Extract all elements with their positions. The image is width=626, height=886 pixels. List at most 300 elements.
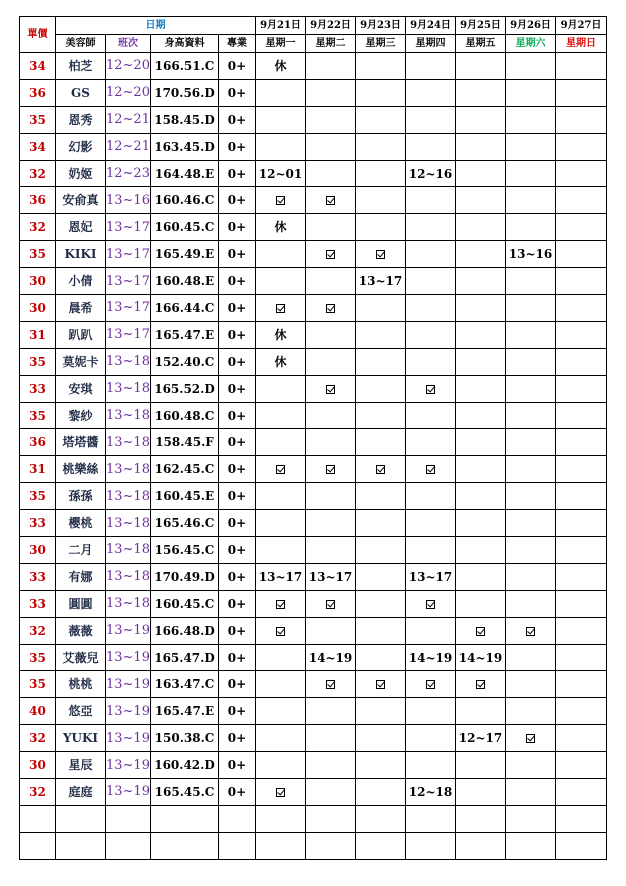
checkbox-checked-icon xyxy=(376,465,385,474)
day-cell xyxy=(556,268,607,295)
checkbox-checked-icon xyxy=(426,680,435,689)
shift-cell: 13~19 xyxy=(106,644,151,671)
day-cell: 13~17 xyxy=(256,563,306,590)
day-cell: 休 xyxy=(256,53,306,80)
day-cell xyxy=(356,402,406,429)
pro-cell: 0+ xyxy=(219,402,256,429)
day-cell xyxy=(556,537,607,564)
day-cell: 休 xyxy=(256,321,306,348)
day-cell xyxy=(406,348,456,375)
day-cell xyxy=(356,187,406,214)
body-data-cell: 160.45.C xyxy=(151,214,219,241)
day-cell xyxy=(556,321,607,348)
body-data-cell: 165.45.C xyxy=(151,779,219,806)
day-cell xyxy=(506,106,556,133)
day-cell xyxy=(406,698,456,725)
day-cell xyxy=(406,295,456,322)
day-cell xyxy=(356,106,406,133)
price-cell: 36 xyxy=(20,187,56,214)
day-cell xyxy=(256,133,306,160)
day-cell xyxy=(456,483,506,510)
shift-cell: 13~18 xyxy=(106,483,151,510)
date-header: 9月26日 xyxy=(506,17,556,35)
shift-cell: 13~19 xyxy=(106,698,151,725)
day-cell xyxy=(306,133,356,160)
day-cell xyxy=(456,133,506,160)
day-cell xyxy=(256,537,306,564)
day-cell xyxy=(406,456,456,483)
empty-cell xyxy=(356,832,406,859)
date-header: 9月24日 xyxy=(406,17,456,35)
day-cell xyxy=(356,537,406,564)
day-cell xyxy=(406,617,456,644)
pro-cell: 0+ xyxy=(219,483,256,510)
checkbox-checked-icon xyxy=(276,627,285,636)
day-cell xyxy=(506,456,556,483)
day-cell xyxy=(306,510,356,537)
price-cell: 35 xyxy=(20,106,56,133)
body-data-cell: 166.51.C xyxy=(151,53,219,80)
table-row xyxy=(20,483,607,510)
day-cell xyxy=(556,79,607,106)
day-cell xyxy=(306,375,356,402)
empty-cell xyxy=(56,832,106,859)
day-cell xyxy=(506,375,556,402)
pro-cell: 0+ xyxy=(219,779,256,806)
day-cell xyxy=(406,537,456,564)
header-row-dates xyxy=(20,17,607,35)
day-cell xyxy=(356,617,406,644)
day-cell xyxy=(456,456,506,483)
pro-cell: 0+ xyxy=(219,590,256,617)
day-cell xyxy=(406,79,456,106)
stylist-name-cell: 恩秀 xyxy=(56,106,106,133)
shift-cell: 13~18 xyxy=(106,456,151,483)
body-data-cell: 164.48.E xyxy=(151,160,219,187)
body-data-cell: 165.52.D xyxy=(151,375,219,402)
checkbox-checked-icon xyxy=(426,385,435,394)
day-cell xyxy=(506,348,556,375)
day-cell xyxy=(456,214,506,241)
shift-cell: 12~21 xyxy=(106,133,151,160)
date-label-header: 日期 xyxy=(56,17,256,35)
stylist-name-cell: 薇薇 xyxy=(56,617,106,644)
shift-cell: 13~17 xyxy=(106,321,151,348)
day-cell: 休 xyxy=(256,348,306,375)
day-cell xyxy=(256,779,306,806)
day-cell xyxy=(356,79,406,106)
weekday-header: 星期三 xyxy=(356,35,406,53)
day-cell xyxy=(456,510,506,537)
pro-cell: 0+ xyxy=(219,375,256,402)
day-cell xyxy=(256,617,306,644)
checkbox-checked-icon xyxy=(326,680,335,689)
table-row xyxy=(20,133,607,160)
price-cell: 36 xyxy=(20,79,56,106)
price-cell: 40 xyxy=(20,698,56,725)
day-cell xyxy=(456,698,506,725)
day-cell xyxy=(306,53,356,80)
day-cell xyxy=(406,483,456,510)
stylist-name-cell: 柏芝 xyxy=(56,53,106,80)
day-cell xyxy=(306,321,356,348)
checkbox-checked-icon xyxy=(326,250,335,259)
day-cell xyxy=(306,268,356,295)
checkbox-checked-icon xyxy=(276,465,285,474)
pro-header: 專業 xyxy=(219,35,256,53)
stylist-name-cell: 孫孫 xyxy=(56,483,106,510)
day-cell xyxy=(256,752,306,779)
day-cell xyxy=(256,375,306,402)
day-cell xyxy=(506,160,556,187)
pro-cell: 0+ xyxy=(219,295,256,322)
day-cell: 12~01 xyxy=(256,160,306,187)
day-cell xyxy=(506,133,556,160)
table-row xyxy=(20,752,607,779)
body-data-cell: 170.56.D xyxy=(151,79,219,106)
price-cell: 36 xyxy=(20,429,56,456)
day-cell xyxy=(306,483,356,510)
price-cell: 30 xyxy=(20,752,56,779)
empty-cell xyxy=(56,805,106,832)
table-row xyxy=(20,563,607,590)
checkbox-checked-icon xyxy=(426,600,435,609)
empty-cell xyxy=(151,805,219,832)
day-cell xyxy=(556,53,607,80)
stylist-name-cell: 安俞真 xyxy=(56,187,106,214)
day-cell xyxy=(556,160,607,187)
day-cell xyxy=(556,402,607,429)
day-cell xyxy=(406,106,456,133)
day-cell: 12~17 xyxy=(456,725,506,752)
day-cell xyxy=(506,698,556,725)
day-cell xyxy=(356,160,406,187)
stylist-name-cell: 圓圓 xyxy=(56,590,106,617)
day-cell xyxy=(256,295,306,322)
day-cell xyxy=(406,590,456,617)
pro-cell: 0+ xyxy=(219,671,256,698)
stylist-name-cell: YUKI xyxy=(56,725,106,752)
stylist-name-cell: 趴趴 xyxy=(56,321,106,348)
stylist-name-cell: 櫻桃 xyxy=(56,510,106,537)
shift-cell: 13~18 xyxy=(106,348,151,375)
checkbox-checked-icon xyxy=(376,680,385,689)
checkbox-checked-icon xyxy=(526,627,535,636)
shift-cell: 13~18 xyxy=(106,429,151,456)
day-cell xyxy=(456,241,506,268)
table-row xyxy=(20,375,607,402)
day-cell xyxy=(456,295,506,322)
day-cell xyxy=(456,429,506,456)
day-cell xyxy=(456,617,506,644)
empty-cell xyxy=(456,832,506,859)
table-row xyxy=(20,268,607,295)
day-cell xyxy=(506,563,556,590)
shift-cell: 13~18 xyxy=(106,402,151,429)
shift-cell: 13~19 xyxy=(106,617,151,644)
shift-cell: 13~18 xyxy=(106,510,151,537)
day-cell: 休 xyxy=(256,214,306,241)
table-row xyxy=(20,644,607,671)
day-cell xyxy=(356,698,406,725)
checkbox-checked-icon xyxy=(326,385,335,394)
day-cell xyxy=(256,590,306,617)
checkbox-checked-icon xyxy=(276,788,285,797)
checkbox-checked-icon xyxy=(376,250,385,259)
day-cell xyxy=(406,375,456,402)
body-data-cell: 166.48.D xyxy=(151,617,219,644)
day-cell xyxy=(506,671,556,698)
empty-cell xyxy=(20,832,56,859)
stylist-name-cell: 晨希 xyxy=(56,295,106,322)
day-cell xyxy=(356,348,406,375)
table-row xyxy=(20,321,607,348)
day-cell xyxy=(306,160,356,187)
shift-cell: 13~19 xyxy=(106,752,151,779)
day-cell xyxy=(356,483,406,510)
price-cell: 35 xyxy=(20,402,56,429)
checkbox-checked-icon xyxy=(326,304,335,313)
table-row xyxy=(20,53,607,80)
weekday-header: 星期一 xyxy=(256,35,306,53)
body-data-cell: 158.45.F xyxy=(151,429,219,456)
day-cell: 13~17 xyxy=(306,563,356,590)
empty-cell xyxy=(406,832,456,859)
body-data-cell: 165.49.E xyxy=(151,241,219,268)
day-cell xyxy=(456,53,506,80)
day-cell xyxy=(556,671,607,698)
day-cell xyxy=(506,214,556,241)
weekday-header-saturday: 星期六 xyxy=(506,35,556,53)
day-cell xyxy=(556,644,607,671)
day-cell xyxy=(556,590,607,617)
shift-cell: 13~17 xyxy=(106,295,151,322)
day-cell xyxy=(306,106,356,133)
day-cell xyxy=(406,133,456,160)
price-cell: 32 xyxy=(20,725,56,752)
stylist-name-cell: 奶姬 xyxy=(56,160,106,187)
price-cell: 35 xyxy=(20,483,56,510)
pro-cell: 0+ xyxy=(219,214,256,241)
body-data-cell: 160.42.D xyxy=(151,752,219,779)
day-cell xyxy=(356,456,406,483)
shift-cell: 13~19 xyxy=(106,779,151,806)
day-cell xyxy=(506,537,556,564)
stylist-name-cell: 安琪 xyxy=(56,375,106,402)
checkbox-checked-icon xyxy=(476,680,485,689)
day-cell xyxy=(406,752,456,779)
shift-cell: 13~18 xyxy=(106,590,151,617)
day-cell xyxy=(256,698,306,725)
day-cell xyxy=(456,348,506,375)
body-data-cell: 163.47.C xyxy=(151,671,219,698)
shift-cell: 13~18 xyxy=(106,375,151,402)
price-cell: 30 xyxy=(20,295,56,322)
day-cell xyxy=(306,725,356,752)
price-cell: 31 xyxy=(20,321,56,348)
day-cell xyxy=(456,563,506,590)
pro-cell: 0+ xyxy=(219,537,256,564)
body-data-cell: 162.45.C xyxy=(151,456,219,483)
schedule-table xyxy=(19,16,607,860)
blank-row xyxy=(20,805,607,832)
day-cell xyxy=(406,268,456,295)
day-cell xyxy=(406,241,456,268)
day-cell xyxy=(356,53,406,80)
day-cell xyxy=(406,187,456,214)
price-cell: 34 xyxy=(20,133,56,160)
day-cell xyxy=(306,348,356,375)
day-cell xyxy=(456,590,506,617)
weekday-header: 星期二 xyxy=(306,35,356,53)
day-cell xyxy=(556,375,607,402)
checkbox-checked-icon xyxy=(426,465,435,474)
day-cell xyxy=(556,510,607,537)
day-cell xyxy=(256,725,306,752)
price-cell: 32 xyxy=(20,214,56,241)
empty-cell xyxy=(151,832,219,859)
table-row xyxy=(20,402,607,429)
pro-cell: 0+ xyxy=(219,160,256,187)
stylist-name-cell: 黎紗 xyxy=(56,402,106,429)
day-cell xyxy=(506,752,556,779)
day-cell xyxy=(356,241,406,268)
day-cell xyxy=(306,590,356,617)
body-data-header: 身高資料 xyxy=(151,35,219,53)
checkbox-checked-icon xyxy=(476,627,485,636)
stylist-name-cell: 桃桃 xyxy=(56,671,106,698)
blank-row xyxy=(20,832,607,859)
body-data-cell: 158.45.D xyxy=(151,106,219,133)
day-cell xyxy=(456,106,506,133)
table-row xyxy=(20,617,607,644)
price-cell: 32 xyxy=(20,160,56,187)
day-cell xyxy=(256,268,306,295)
price-cell: 35 xyxy=(20,671,56,698)
day-cell xyxy=(356,644,406,671)
day-cell: 13~17 xyxy=(356,268,406,295)
table-row xyxy=(20,510,607,537)
day-cell xyxy=(506,429,556,456)
day-cell xyxy=(356,375,406,402)
body-data-cell: 150.38.C xyxy=(151,725,219,752)
stylist-name-cell: GS xyxy=(56,79,106,106)
date-header: 9月21日 xyxy=(256,17,306,35)
pro-cell: 0+ xyxy=(219,563,256,590)
day-cell xyxy=(456,268,506,295)
body-data-cell: 165.47.E xyxy=(151,321,219,348)
day-cell xyxy=(356,779,406,806)
empty-cell xyxy=(456,805,506,832)
table-row xyxy=(20,725,607,752)
day-cell xyxy=(556,133,607,160)
day-cell xyxy=(506,402,556,429)
date-header: 9月23日 xyxy=(356,17,406,35)
day-cell xyxy=(306,295,356,322)
day-cell xyxy=(556,483,607,510)
checkbox-checked-icon xyxy=(276,196,285,205)
pro-cell: 0+ xyxy=(219,510,256,537)
empty-cell xyxy=(556,832,607,859)
day-cell xyxy=(456,671,506,698)
day-cell xyxy=(256,483,306,510)
pro-cell: 0+ xyxy=(219,725,256,752)
checkbox-checked-icon xyxy=(326,465,335,474)
shift-cell: 13~17 xyxy=(106,214,151,241)
shift-cell: 12~23 xyxy=(106,160,151,187)
checkbox-checked-icon xyxy=(326,600,335,609)
pro-cell: 0+ xyxy=(219,698,256,725)
day-cell xyxy=(356,510,406,537)
day-cell xyxy=(556,429,607,456)
day-cell xyxy=(356,295,406,322)
pro-cell: 0+ xyxy=(219,752,256,779)
stylist-name-cell: 莫妮卡 xyxy=(56,348,106,375)
weekday-header: 星期五 xyxy=(456,35,506,53)
day-cell xyxy=(506,617,556,644)
day-cell xyxy=(306,698,356,725)
day-cell xyxy=(356,321,406,348)
day-cell xyxy=(556,456,607,483)
shift-cell: 13~19 xyxy=(106,725,151,752)
checkbox-checked-icon xyxy=(276,600,285,609)
empty-cell xyxy=(506,832,556,859)
shift-cell: 12~21 xyxy=(106,106,151,133)
day-cell xyxy=(306,537,356,564)
day-cell xyxy=(256,429,306,456)
stylist-name-cell: KIKI xyxy=(56,241,106,268)
pro-cell: 0+ xyxy=(219,456,256,483)
shift-cell: 12~20 xyxy=(106,53,151,80)
pro-cell: 0+ xyxy=(219,53,256,80)
shift-cell: 12~20 xyxy=(106,79,151,106)
day-cell xyxy=(306,79,356,106)
day-cell xyxy=(506,725,556,752)
pro-cell: 0+ xyxy=(219,268,256,295)
day-cell xyxy=(256,644,306,671)
table-row xyxy=(20,348,607,375)
day-cell xyxy=(356,671,406,698)
day-cell xyxy=(506,510,556,537)
price-cell: 32 xyxy=(20,779,56,806)
price-cell: 34 xyxy=(20,53,56,80)
price-cell: 33 xyxy=(20,510,56,537)
day-cell xyxy=(506,295,556,322)
table-row xyxy=(20,187,607,214)
body-data-cell: 160.48.E xyxy=(151,268,219,295)
day-cell xyxy=(456,160,506,187)
shift-cell: 13~18 xyxy=(106,563,151,590)
day-cell xyxy=(456,187,506,214)
day-cell xyxy=(256,241,306,268)
empty-cell xyxy=(219,832,256,859)
day-cell xyxy=(556,214,607,241)
day-cell xyxy=(506,483,556,510)
body-data-cell: 166.44.C xyxy=(151,295,219,322)
day-cell xyxy=(256,79,306,106)
day-cell: 13~17 xyxy=(406,563,456,590)
stylist-name-cell: 恩妃 xyxy=(56,214,106,241)
day-cell: 14~19 xyxy=(406,644,456,671)
shift-cell: 13~16 xyxy=(106,187,151,214)
day-cell xyxy=(456,537,506,564)
stylist-name-cell: 桃樂絲 xyxy=(56,456,106,483)
empty-cell xyxy=(556,805,607,832)
day-cell: 14~19 xyxy=(306,644,356,671)
day-cell xyxy=(356,214,406,241)
day-cell xyxy=(556,563,607,590)
day-cell xyxy=(506,779,556,806)
